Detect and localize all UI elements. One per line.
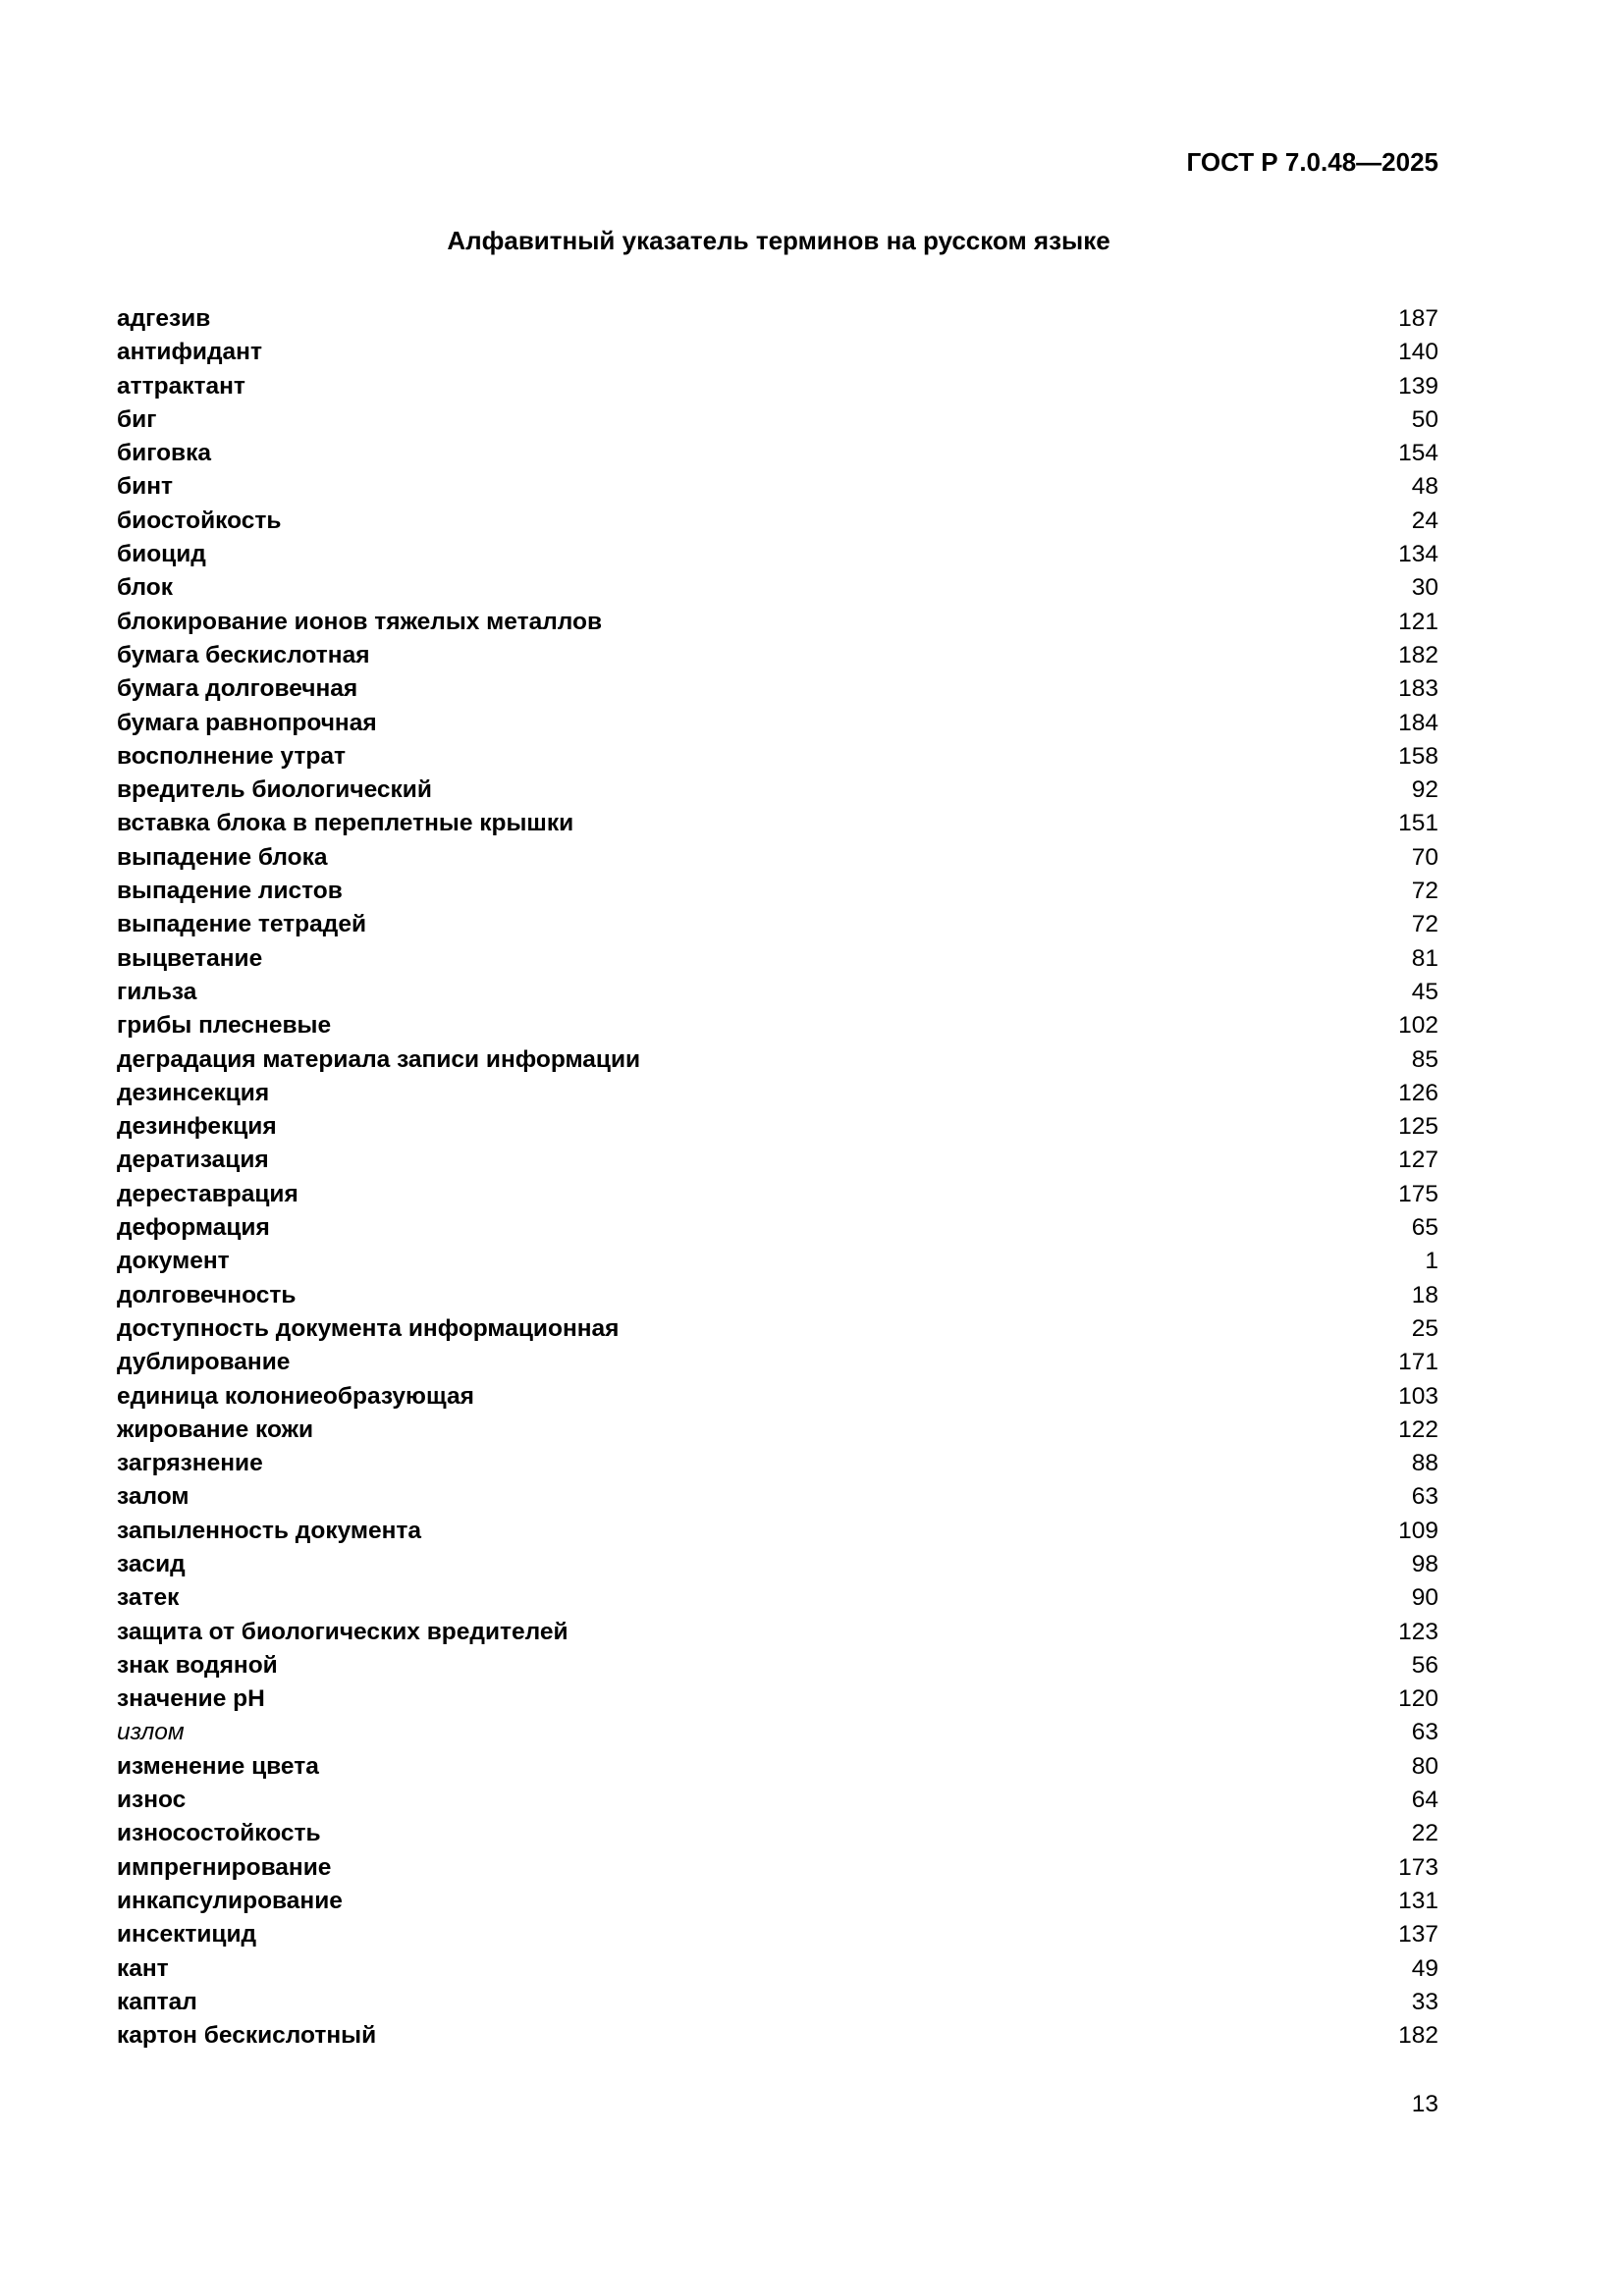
- index-entry: [117, 841, 1438, 875]
- index-entry: [117, 505, 1438, 538]
- index-term: биговка: [117, 440, 211, 467]
- index-term: вставка блока в переплетные крышки: [117, 810, 574, 837]
- index-term-number: 85: [1411, 1045, 1438, 1073]
- index-term: знак водяной: [117, 1651, 278, 1679]
- index-entry: [117, 1716, 1438, 1749]
- index-term: деформация: [117, 1214, 270, 1242]
- index-entry: [117, 1009, 1438, 1042]
- index-term-number: 173: [1398, 1853, 1438, 1881]
- index-term: блокирование ионов тяжелых металлов: [117, 608, 603, 635]
- index-term-number: 120: [1398, 1685, 1438, 1713]
- index-entry: [117, 302, 1438, 336]
- index-entry: [117, 571, 1438, 605]
- index-term-number: 1: [1425, 1248, 1438, 1275]
- index-entry: [117, 470, 1438, 504]
- index-entry: [117, 976, 1438, 1009]
- index-term-number: 125: [1398, 1113, 1438, 1141]
- index-term-number: 122: [1398, 1415, 1438, 1443]
- document-code: ГОСТ Р 7.0.48—2025: [1186, 147, 1438, 177]
- index-term: износ: [117, 1787, 187, 1814]
- index-term: выцветание: [117, 944, 263, 972]
- index-entry: [117, 1515, 1438, 1548]
- index-term: единица колониеобразующая: [117, 1382, 474, 1410]
- index-term-number: 151: [1398, 810, 1438, 837]
- index-term: антифидант: [117, 339, 262, 366]
- index-term: дератизация: [117, 1147, 269, 1174]
- index-entry: [117, 1211, 1438, 1245]
- index-term-number: 102: [1398, 1012, 1438, 1040]
- index-entry: [117, 1077, 1438, 1110]
- index-entry: [117, 1581, 1438, 1615]
- index-entry: [117, 1178, 1438, 1211]
- index-term-number: 183: [1398, 675, 1438, 703]
- index-term: биостойкость: [117, 507, 282, 534]
- index-term: дезинсекция: [117, 1079, 270, 1106]
- index-term-number: 154: [1398, 440, 1438, 467]
- index-term: значение pH: [117, 1685, 265, 1713]
- index-term-number: 48: [1411, 473, 1438, 501]
- index-term-number: 49: [1411, 1954, 1438, 1982]
- index-term-number: 45: [1411, 978, 1438, 1005]
- index-term-number: 182: [1398, 2022, 1438, 2050]
- index-term-number: 131: [1398, 1887, 1438, 1914]
- index-entry: [117, 1851, 1438, 1885]
- index-entry: [117, 1414, 1438, 1447]
- index-entry: [117, 740, 1438, 774]
- index-term: каптал: [117, 1988, 197, 2015]
- index-term-number: 109: [1398, 1517, 1438, 1544]
- index-term: гильза: [117, 978, 197, 1005]
- index-term: жирование кожи: [117, 1415, 314, 1443]
- index-entry: [117, 672, 1438, 706]
- index-term: выпадение тетрадей: [117, 911, 367, 938]
- index-entry: [117, 1279, 1438, 1312]
- index-entry: [117, 639, 1438, 672]
- index-term-number: 92: [1411, 776, 1438, 804]
- index-entry: [117, 1952, 1438, 1986]
- index-entry: [117, 1480, 1438, 1514]
- index-term: вредитель биологический: [117, 776, 432, 804]
- index-entry: [117, 1885, 1438, 1918]
- index-term: кант: [117, 1954, 169, 1982]
- index-term-number: 65: [1411, 1214, 1438, 1242]
- index-term-number: 182: [1398, 641, 1438, 668]
- index-term: бумага бескислотная: [117, 641, 370, 668]
- index-term-number: 103: [1398, 1382, 1438, 1410]
- index-entry: [117, 774, 1438, 807]
- index-entry: [117, 403, 1438, 437]
- index-term-number: 50: [1411, 405, 1438, 433]
- index-term: выпадение листов: [117, 878, 343, 905]
- page-title: Алфавитный указатель терминов на русском языке: [447, 226, 1110, 255]
- index-term: залом: [117, 1483, 189, 1511]
- index-term: запыленность документа: [117, 1517, 422, 1544]
- index-term-number: 72: [1411, 911, 1438, 938]
- index-term: дублирование: [117, 1349, 291, 1376]
- index-entry: [117, 875, 1438, 908]
- index-term-number: 22: [1411, 1820, 1438, 1847]
- index-entry: [117, 908, 1438, 941]
- index-entry: [117, 336, 1438, 369]
- index-term-number: 30: [1411, 574, 1438, 602]
- index-term-number: 72: [1411, 878, 1438, 905]
- index-entry: [117, 807, 1438, 840]
- page-number: 13: [1411, 2091, 1438, 2117]
- index-term: защита от биологических вредителей: [117, 1618, 568, 1645]
- index-term-number: 123: [1398, 1618, 1438, 1645]
- index-term: биг: [117, 405, 157, 433]
- index-term: аттрактант: [117, 372, 245, 400]
- index-term: изменение цвета: [117, 1752, 319, 1780]
- index-term: инсектицид: [117, 1921, 257, 1949]
- index-term: дереставрация: [117, 1180, 298, 1207]
- index-term: бинт: [117, 473, 173, 501]
- index-term: инкапсулирование: [117, 1887, 343, 1914]
- index-term-number: 88: [1411, 1450, 1438, 1477]
- index-term: деградация материала записи информации: [117, 1045, 641, 1073]
- index-term-number: 98: [1411, 1550, 1438, 1577]
- index-term: загрязнение: [117, 1450, 263, 1477]
- index-term: адгезив: [117, 305, 211, 332]
- index-term: дезинфекция: [117, 1113, 277, 1141]
- index-term: импрегнирование: [117, 1853, 332, 1881]
- index-term-number: 171: [1398, 1349, 1438, 1376]
- index-term-number: 25: [1411, 1314, 1438, 1342]
- index-entry: [117, 1380, 1438, 1414]
- index-term-number: 64: [1411, 1787, 1438, 1814]
- index-term-number: 175: [1398, 1180, 1438, 1207]
- index-term-number: 139: [1398, 372, 1438, 400]
- index-term-number: 137: [1398, 1921, 1438, 1949]
- index-term-number: 63: [1411, 1719, 1438, 1746]
- index-entry: [117, 1245, 1438, 1278]
- index-term-number: 121: [1398, 608, 1438, 635]
- index-term-number: 127: [1398, 1147, 1438, 1174]
- index-entry: [117, 1918, 1438, 1951]
- index-entry: [117, 1649, 1438, 1682]
- index-entry: [117, 606, 1438, 639]
- index-entry: [117, 437, 1438, 470]
- index-term-number: 140: [1398, 339, 1438, 366]
- index-term: долговечность: [117, 1281, 297, 1308]
- index-term: бумага равнопрочная: [117, 709, 377, 736]
- index-entry: [117, 1447, 1438, 1480]
- index-term-number: 126: [1398, 1079, 1438, 1106]
- index-term: засид: [117, 1550, 186, 1577]
- index-entry: [117, 1312, 1438, 1346]
- index-term: излом: [117, 1719, 185, 1746]
- index-entry: [117, 1043, 1438, 1077]
- index-term: выпадение блока: [117, 843, 328, 871]
- index-term-number: 158: [1398, 742, 1438, 770]
- index-entry: [117, 1616, 1438, 1649]
- index-entry: [117, 2019, 1438, 2053]
- index-entry: [117, 1986, 1438, 2019]
- index-entry: [117, 1750, 1438, 1784]
- index-entry: [117, 538, 1438, 571]
- index-term-number: 56: [1411, 1651, 1438, 1679]
- index-term-number: 80: [1411, 1752, 1438, 1780]
- index-term-number: 24: [1411, 507, 1438, 534]
- index-term: картон бескислотный: [117, 2022, 377, 2050]
- index-entry: [117, 1110, 1438, 1144]
- term-index: [117, 302, 1438, 2053]
- index-entry: [117, 1548, 1438, 1581]
- index-entry: [117, 1144, 1438, 1177]
- index-term-number: 18: [1411, 1281, 1438, 1308]
- index-term: восполнение утрат: [117, 742, 346, 770]
- index-term-number: 90: [1411, 1584, 1438, 1612]
- index-term: затек: [117, 1584, 180, 1612]
- index-term: блок: [117, 574, 173, 602]
- index-term: доступность документа информационная: [117, 1314, 620, 1342]
- index-term: грибы плесневые: [117, 1012, 332, 1040]
- index-term-number: 184: [1398, 709, 1438, 736]
- index-entry: [117, 1682, 1438, 1716]
- index-entry: [117, 370, 1438, 403]
- index-term-number: 33: [1411, 1988, 1438, 2015]
- index-term: документ: [117, 1248, 230, 1275]
- index-term-number: 63: [1411, 1483, 1438, 1511]
- index-term-number: 70: [1411, 843, 1438, 871]
- index-term: биоцид: [117, 541, 206, 568]
- index-entry: [117, 942, 1438, 976]
- index-term-number: 134: [1398, 541, 1438, 568]
- index-term: бумага долговечная: [117, 675, 358, 703]
- index-entry: [117, 707, 1438, 740]
- index-term-number: 187: [1398, 305, 1438, 332]
- index-term-number: 81: [1411, 944, 1438, 972]
- index-entry: [117, 1346, 1438, 1379]
- index-term: износостойкость: [117, 1820, 321, 1847]
- index-entry: [117, 1817, 1438, 1850]
- index-entry: [117, 1784, 1438, 1817]
